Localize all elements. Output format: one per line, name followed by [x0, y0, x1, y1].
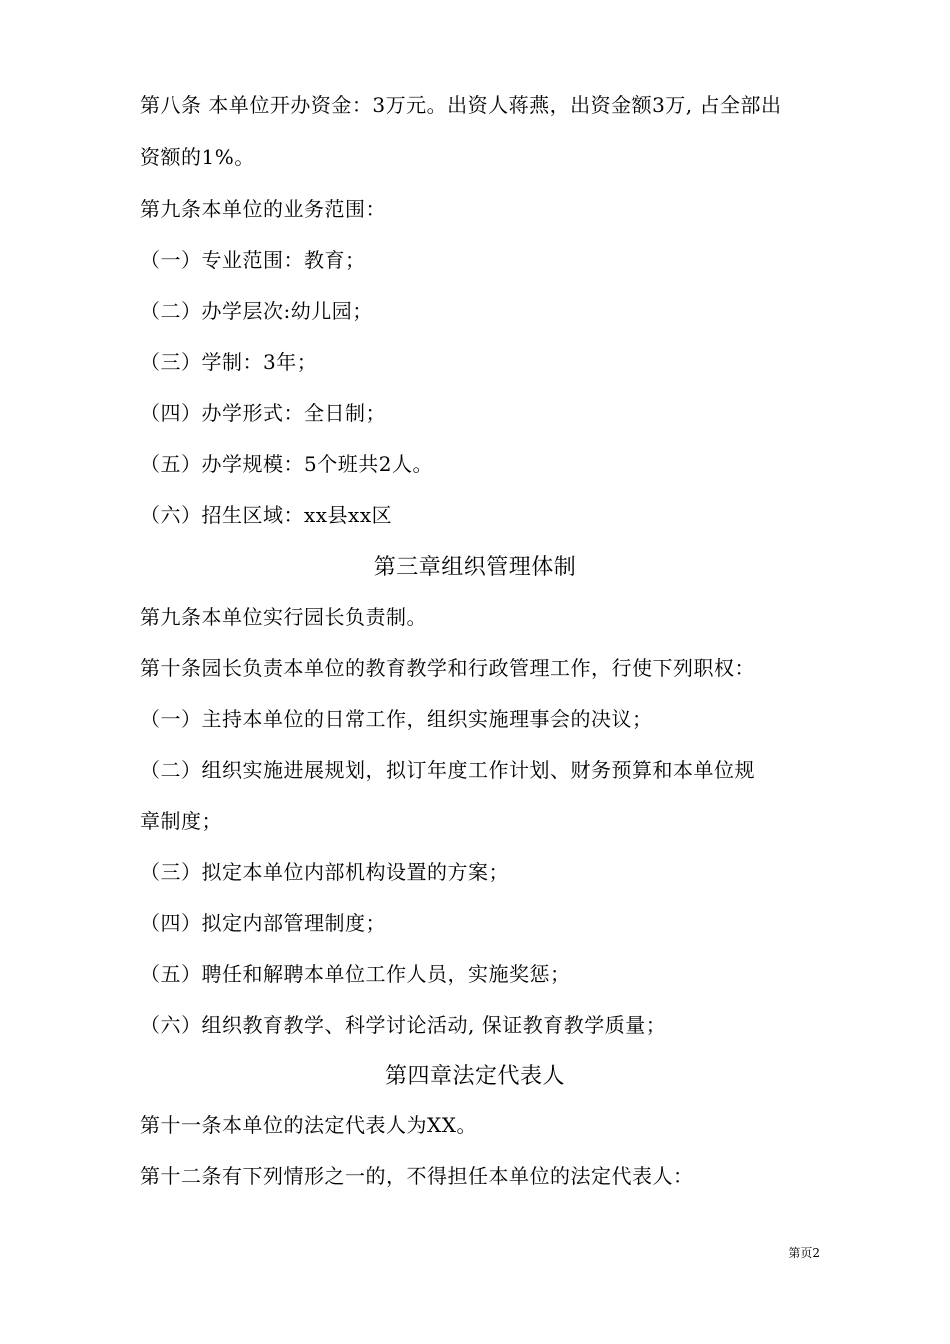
paragraph-article-11: 第十一条本单位的法定代表人为XX。	[140, 1113, 477, 1137]
list-item-duty-3: （三）拟定本单位内部机构设置的方案；	[140, 860, 509, 884]
list-item-scope-3: （三）学制：3年；	[140, 350, 318, 374]
list-item-duty-1: （一）主持本单位的日常工作，组织实施理事会的决议；	[140, 707, 653, 731]
list-item-scope-2: （二）办学层次:幼儿园；	[140, 299, 373, 323]
list-item-duty-5: （五）聘任和解聘本单位工作人员，实施奖惩；	[140, 962, 571, 986]
list-item-scope-6: （六）招生区域：xx县xx区	[140, 503, 393, 527]
list-item-duty-2-line-2: 章制度；	[140, 809, 222, 833]
list-item-duty-6: （六）组织教育教学、科学讨论活动, 保证教育教学质量；	[140, 1013, 667, 1037]
list-item-duty-2-line-1: （二）组织实施进展规划，拟订年度工作计划、财务预算和本单位规	[140, 758, 755, 782]
chapter-4-heading: 第四章法定代表人	[384, 1064, 565, 1089]
list-item-duty-4: （四）拟定内部管理制度；	[140, 911, 386, 935]
list-item-scope-1: （一）专业范围：教育；	[140, 248, 366, 272]
paragraph-article-9-director: 第九条本单位实行园长负责制。	[140, 605, 427, 629]
list-item-scope-4: （四）办学形式：全日制；	[140, 401, 386, 425]
paragraph-article-12: 第十二条有下列情形之一的，不得担任本单位的法定代表人：	[140, 1164, 694, 1188]
page-number-footer: 第页2	[788, 1246, 820, 1260]
paragraph-article-8-line-1: 第八条 本单位开办资金：3万元。出资人蒋燕，出资金额3万, 占全部出	[140, 93, 782, 117]
paragraph-article-10: 第十条园长负责本单位的教育教学和行政管理工作，行使下列职权：	[140, 656, 755, 680]
chapter-3-heading: 第三章组织管理体制	[373, 555, 577, 580]
paragraph-article-8-line-2: 资额的1%。	[140, 145, 255, 169]
paragraph-article-9-scope: 第九条本单位的业务范围：	[140, 197, 386, 221]
list-item-scope-5: （五）办学规模：5个班共2人。	[140, 452, 433, 476]
